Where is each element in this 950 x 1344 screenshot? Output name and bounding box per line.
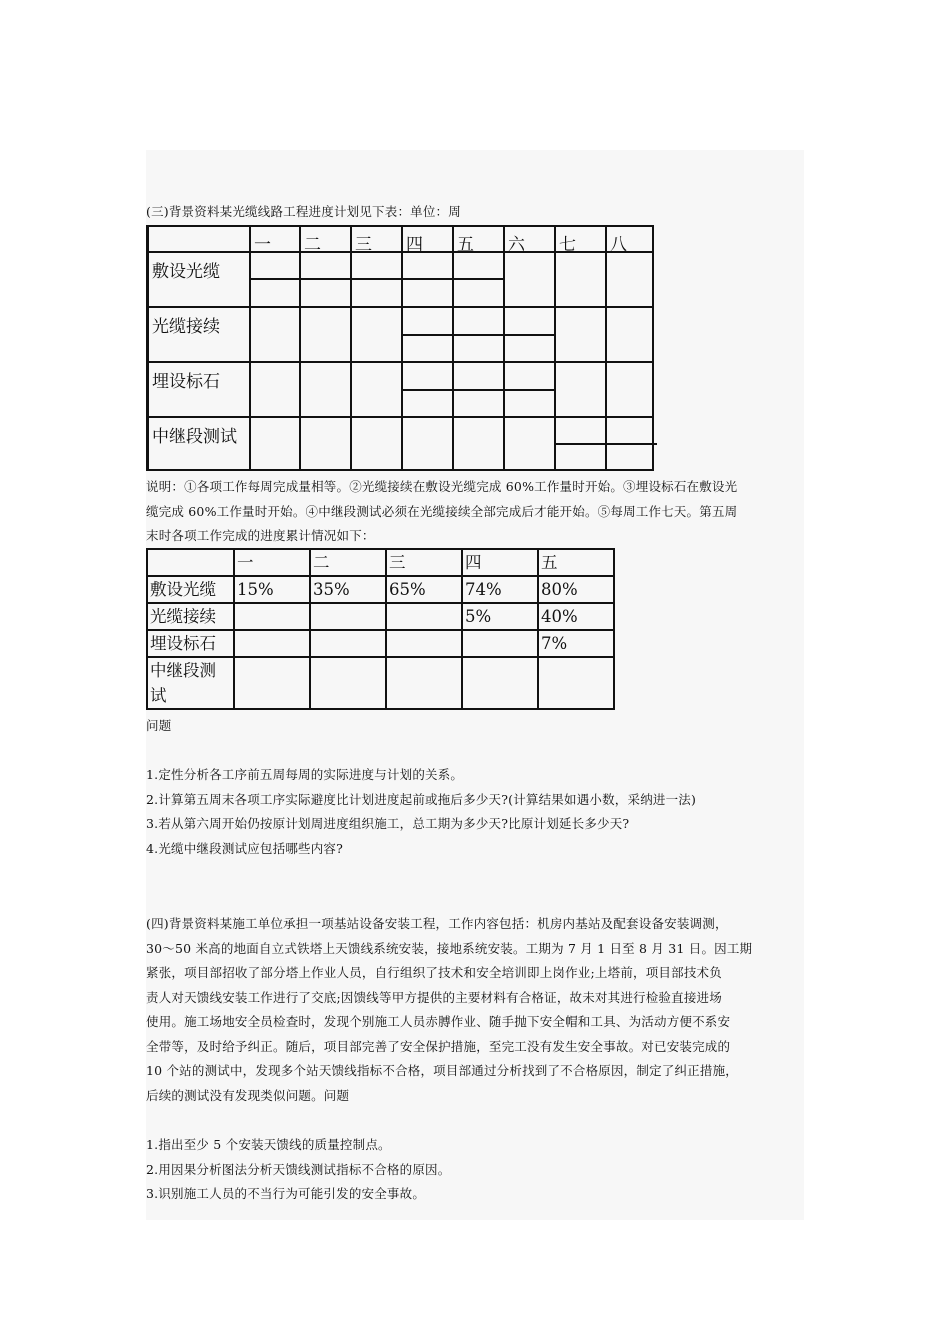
progress-table [146, 548, 615, 710]
section4-line: 10 个站的测试中，发现多个站天馈线指标不合格，项目部通过分析找到了不合格原因，制定了纠正措施， [146, 1063, 738, 1078]
progress-task: 光缆接续 [147, 603, 234, 630]
progress-cell: 7% [538, 630, 614, 657]
section3-title: (三)背景资料某光缆线路工程进度计划见下表：单位：周 [146, 204, 461, 219]
schedule-week-6: 六 [508, 235, 525, 255]
schedule-week-1: 一 [254, 235, 271, 255]
progress-cell [234, 603, 310, 630]
schedule-week-5: 五 [457, 235, 474, 255]
progress-cell: 40% [538, 603, 614, 630]
progress-cell: 15% [234, 576, 310, 603]
progress-task: 中继段测试 [147, 657, 234, 709]
schedule-week-3: 三 [355, 235, 372, 255]
progress-cell: 74% [462, 576, 538, 603]
schedule-task-splice: 光缆接续 [152, 317, 220, 337]
progress-cell: 35% [310, 576, 386, 603]
progress-task: 埋设标石 [147, 630, 234, 657]
section4-line: 全带等，及时给予纠正。随后，项目部完善了安全保护措施，至完工没有发生安全事故。对已安装完成的 [146, 1039, 731, 1054]
question-item: 3.识别施工人员的不当行为可能引发的安全事故。 [146, 1186, 426, 1201]
section4-line: 30～50 米高的地面自立式铁塔上天馈线系统安装，接地系统安装。工期为 7 月 1 日至 8 月 31 日。因工期 [146, 941, 753, 956]
note-line-1: 说明：①各项工作每周完成量相等。②光缆接续在敷设光缆完成 60%工作量时开始。③埋设标石在敷设光 [146, 479, 738, 494]
progress-cell [310, 657, 386, 709]
progress-cell [386, 603, 462, 630]
section4-line: 责人对天馈线安装工作进行了交底;因馈线等甲方提供的主要材料有合格证，故未对其进行检验直接进场 [146, 990, 722, 1005]
schedule-week-8: 八 [610, 235, 627, 255]
schedule-week-2: 二 [304, 235, 321, 255]
schedule-week-7: 七 [559, 235, 576, 255]
section4-line: 后续的测试没有发现类似问题。问题 [146, 1088, 350, 1103]
schedule-task-markers: 埋设标石 [152, 372, 220, 392]
schedule-table [146, 225, 654, 471]
progress-cell [234, 657, 310, 709]
table-row [147, 576, 614, 603]
section4-line: 紧张，项目部招收了部分塔上作业人员，自行组织了技术和安全培训即上岗作业;上塔前，项目部技术负 [146, 965, 722, 980]
progress-cell [462, 657, 538, 709]
table-row [147, 630, 614, 657]
progress-header-row [147, 549, 614, 576]
progress-week-1: 一 [234, 549, 310, 576]
progress-cell [538, 657, 614, 709]
table-row [147, 657, 614, 709]
progress-week-5: 五 [538, 549, 614, 576]
progress-week-3: 三 [386, 549, 462, 576]
table-row [147, 603, 614, 630]
progress-cell: 5% [462, 603, 538, 630]
question-item: 1.指出至少 5 个安装天馈线的质量控制点。 [146, 1137, 391, 1152]
progress-week-4: 四 [462, 549, 538, 576]
progress-cell [234, 630, 310, 657]
progress-cell [462, 630, 538, 657]
section4-line: 使用。施工场地安全员检查时，发现个别施工人员赤膊作业、随手抛下安全帽和工具、为活动方便不系安 [146, 1014, 731, 1029]
schedule-task-lay-cable: 敷设光缆 [152, 262, 220, 282]
progress-cell [386, 630, 462, 657]
progress-task: 敷设光缆 [147, 576, 234, 603]
progress-cell: 65% [386, 576, 462, 603]
note-line-2: 缆完成 60%工作量时开始。④中继段测试必须在光缆接续全部完成后才能开始。⑤每周工作七天。第五周 [146, 504, 738, 519]
question-heading: 问题 [146, 718, 172, 733]
question-item: 1.定性分析各工序前五周每周的实际进度与计划的关系。 [146, 767, 464, 782]
question-item: 2.计算第五周末各项工序实际避度比计划进度起前或拖后多少天?(计算结果如遇小数，采纳进一法) [146, 792, 697, 807]
question-item: 2.用因果分析图法分析天馈线测试指标不合格的原因。 [146, 1162, 451, 1177]
section4-line: (四)背景资料某施工单位承担一项基站设备安装工程，工作内容包括：机房内基站及配套设备安装调测， [146, 916, 728, 931]
progress-cell [310, 630, 386, 657]
progress-week-2: 二 [310, 549, 386, 576]
schedule-week-4: 四 [406, 235, 423, 255]
note-line-3: 末时各项工作完成的进度累计情况如下： [146, 528, 375, 543]
schedule-task-test: 中继段测试 [152, 427, 237, 447]
progress-cell [310, 603, 386, 630]
progress-cell: 80% [538, 576, 614, 603]
progress-cell [386, 657, 462, 709]
question-item: 3.若从第六周开始仍按原计划周进度组织施工，总工期为多少天?比原计划延长多少天? [146, 816, 630, 831]
question-item: 4.光缆中继段测试应包括哪些内容? [146, 841, 344, 856]
